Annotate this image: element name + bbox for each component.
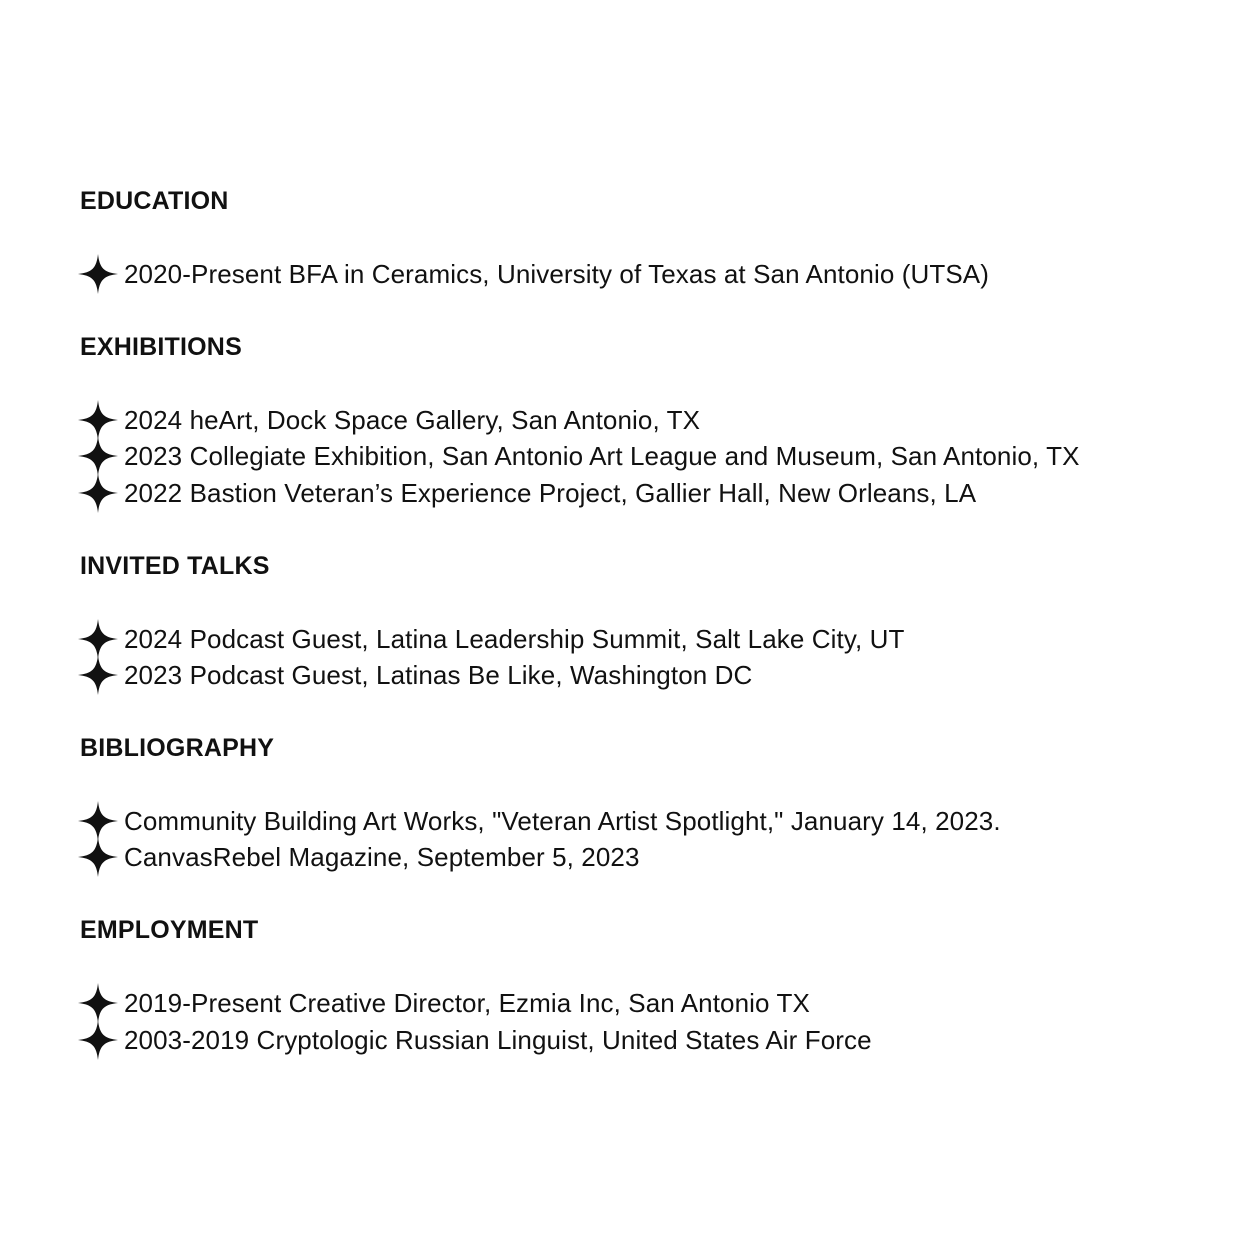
item-text: 2024 Podcast Guest, Latina Leadership Summit, Salt Lake City, UT xyxy=(124,624,905,654)
section-heading-bibliography: BIBLIOGRAPHY xyxy=(80,734,275,762)
section-heading-invited-talks: INVITED TALKS xyxy=(80,552,270,580)
list-item xyxy=(76,657,752,693)
list-item xyxy=(76,985,810,1021)
item-text: 2023 Podcast Guest, Latinas Be Like, Washington DC xyxy=(124,660,753,690)
list-item xyxy=(76,803,1001,839)
list-item xyxy=(76,1022,872,1058)
section-heading-exhibitions: EXHIBITIONS xyxy=(80,333,242,361)
item-text: CanvasRebel Magazine, September 5, 2023 xyxy=(124,842,640,872)
list-item xyxy=(76,256,989,292)
item-text: Community Building Art Works, "Veteran Artist Spotlight," January 14, 2023. xyxy=(124,806,1001,836)
four-point-star-icon xyxy=(76,653,120,697)
list-item xyxy=(76,621,905,657)
section-heading-employment: EMPLOYMENT xyxy=(80,916,259,944)
list-item xyxy=(76,402,700,438)
list-item xyxy=(76,438,1080,474)
four-point-star-icon xyxy=(76,835,120,879)
item-text: 2022 Bastion Veteran’s Experience Project, Gallier Hall, New Orleans, LA xyxy=(124,478,977,508)
item-text: 2003-2019 Cryptologic Russian Linguist, United States Air Force xyxy=(124,1025,872,1055)
list-item xyxy=(76,475,976,511)
section-heading-education: EDUCATION xyxy=(80,187,229,215)
list-item xyxy=(76,839,640,875)
item-text: 2019-Present Creative Director, Ezmia Inc, San Antonio TX xyxy=(124,988,810,1018)
four-point-star-icon xyxy=(76,252,120,296)
item-text: 2024 heArt, Dock Space Gallery, San Antonio, TX xyxy=(124,405,701,435)
four-point-star-icon xyxy=(76,1018,120,1062)
item-text: 2023 Collegiate Exhibition, San Antonio Art League and Museum, San Antonio, TX xyxy=(124,441,1080,471)
item-text: 2020-Present BFA in Ceramics, University of Texas at San Antonio (UTSA) xyxy=(124,259,989,289)
four-point-star-icon xyxy=(76,471,120,515)
